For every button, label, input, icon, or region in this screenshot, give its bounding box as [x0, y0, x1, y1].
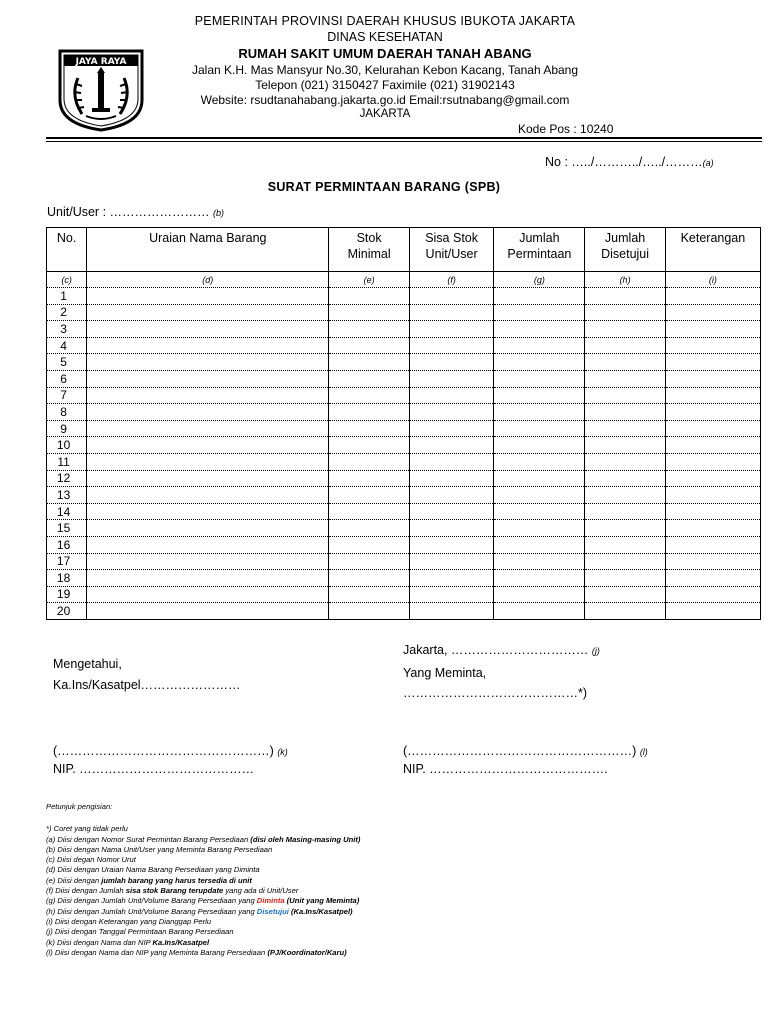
instruction-d: (d) Diisi dengan Uraian Nama Barang Persediaan yang Diminta — [46, 865, 260, 875]
table-cell[interactable] — [329, 321, 409, 338]
instruction-k: (k) Diisi dengan Nama dan NIP Ka.Ins/Kasatpel — [46, 937, 210, 947]
table-cell[interactable] — [409, 536, 494, 553]
instruction-a: (a) Diisi dengan Nomor Surat Permintan Barang Persediaan (disi oleh Masing-masing Unit) — [46, 834, 361, 844]
table-cell[interactable] — [329, 304, 409, 321]
table-code-row — [47, 272, 761, 288]
table-cell[interactable] — [665, 288, 760, 305]
table-cell[interactable] — [494, 603, 585, 620]
table-cell[interactable] — [329, 503, 409, 520]
col-header-requested-qty: Jumlah Permintaan — [494, 228, 585, 272]
table-cell[interactable] — [494, 437, 585, 454]
table-cell[interactable] — [494, 288, 585, 305]
table-cell[interactable] — [494, 503, 585, 520]
table-cell[interactable] — [494, 470, 585, 487]
row-number: 12 — [47, 470, 87, 487]
left-signature-code: (k) — [277, 747, 288, 757]
table-row — [47, 503, 761, 520]
place-date-label: Jakarta, …………………………… — [403, 643, 589, 657]
table-cell[interactable] — [665, 487, 760, 504]
table-cell[interactable] — [585, 288, 665, 305]
col-code: (c) — [47, 272, 87, 288]
header-government: PEMERINTAH PROVINSI DAERAH KHUSUS IBUKOTA JAKARTA — [194, 14, 576, 28]
instruction-b: (b) Diisi dengan Nama Unit/User yang Meminta Barang Persediaan — [46, 844, 273, 854]
table-row — [47, 370, 761, 387]
table-cell[interactable] — [585, 370, 665, 387]
table-cell[interactable] — [585, 586, 665, 603]
table-cell[interactable] — [87, 387, 329, 404]
col-header-approved-qty: Jumlah Disetujui — [585, 228, 665, 272]
table-cell[interactable] — [409, 420, 494, 437]
table-cell[interactable] — [87, 321, 329, 338]
table-row — [47, 487, 761, 504]
table-cell[interactable] — [87, 520, 329, 537]
document-title: SURAT PERMINTAAN BARANG (SPB) — [267, 180, 501, 194]
unit-user-label: Unit/User : …………………… — [47, 205, 210, 219]
table-cell[interactable] — [87, 370, 329, 387]
instruction-j: (j) Diisi dengan Tanggal Permintaan Barang Persediaan — [46, 927, 234, 937]
table-cell[interactable] — [409, 437, 494, 454]
table-cell[interactable] — [494, 553, 585, 570]
table-cell[interactable] — [585, 503, 665, 520]
table-cell[interactable] — [665, 553, 760, 570]
table-row — [47, 304, 761, 321]
filling-instructions — [46, 802, 746, 958]
table-cell[interactable] — [494, 420, 585, 437]
header-address: Jalan K.H. Mas Mansyur No.30, Kelurahan Kebon Kacang, Tanah Abang — [191, 63, 579, 77]
table-cell[interactable] — [665, 437, 760, 454]
table-cell[interactable] — [494, 304, 585, 321]
table-cell[interactable] — [665, 453, 760, 470]
header-city: JAKARTA — [359, 108, 411, 120]
instruction-f: (f) Diisi dengan Jumlah sisa stok Barang terupdate yang ada di Unit/User — [46, 886, 299, 896]
table-cell[interactable] — [329, 437, 409, 454]
table-cell[interactable] — [87, 404, 329, 421]
right-signature-name — [403, 744, 648, 758]
header-hospital-name: RUMAH SAKIT UMUM DAERAH TANAH ABANG — [238, 46, 532, 61]
row-number: 8 — [47, 404, 87, 421]
table-cell[interactable] — [665, 404, 760, 421]
table-row — [47, 520, 761, 537]
header-divider-thick — [46, 137, 762, 139]
table-cell[interactable] — [585, 570, 665, 587]
place-date-field — [403, 643, 600, 657]
table-cell[interactable] — [494, 536, 585, 553]
table-cell[interactable] — [329, 520, 409, 537]
table-cell[interactable] — [87, 304, 329, 321]
right-signature-code: (l) — [639, 747, 648, 757]
requested-highlight: Diminta — [256, 896, 285, 906]
document-number-code: (a) — [702, 158, 714, 168]
table-cell[interactable] — [409, 586, 494, 603]
instruction-e: (e) Diisi dengan jumlah barang yang harus tersedia di unit — [46, 875, 252, 885]
instruction-g: (g) Diisi dengan Jumlah Unit/Volume Barang Persediaan yang Diminta (Unit yang Meminta) — [46, 896, 360, 906]
table-cell[interactable] — [585, 321, 665, 338]
col-code: (h) — [585, 272, 665, 288]
header-divider-thin — [46, 141, 762, 142]
header-postal-code: Kode Pos : 10240 — [518, 122, 614, 136]
table-row — [47, 470, 761, 487]
table-cell[interactable] — [87, 470, 329, 487]
row-number: 18 — [47, 570, 87, 587]
table-cell[interactable] — [409, 337, 494, 354]
table-cell[interactable] — [329, 487, 409, 504]
table-row — [47, 354, 761, 371]
table-row — [47, 420, 761, 437]
right-signature-nip: NIP. ……………………………………. — [403, 762, 608, 776]
request-items-table — [46, 227, 761, 620]
table-cell[interactable] — [585, 337, 665, 354]
row-number: 20 — [47, 603, 87, 620]
jaya-raya-logo — [56, 48, 146, 132]
table-cell[interactable] — [329, 420, 409, 437]
table-cell[interactable] — [665, 470, 760, 487]
document-number-label: No : …../………../…../……… — [545, 155, 703, 169]
col-header-remarks: Keterangan — [665, 228, 760, 272]
table-row — [47, 553, 761, 570]
table-row — [47, 437, 761, 454]
table-cell[interactable] — [409, 387, 494, 404]
row-number: 15 — [47, 520, 87, 537]
table-cell[interactable] — [585, 520, 665, 537]
table-cell[interactable] — [665, 503, 760, 520]
table-cell[interactable] — [87, 553, 329, 570]
table-cell[interactable] — [585, 603, 665, 620]
table-cell[interactable] — [329, 453, 409, 470]
row-number: 13 — [47, 487, 87, 504]
row-number: 19 — [47, 586, 87, 603]
table-cell[interactable] — [409, 304, 494, 321]
table-cell[interactable] — [585, 536, 665, 553]
table-row — [47, 321, 761, 338]
table-cell[interactable] — [329, 370, 409, 387]
table-cell[interactable] — [494, 487, 585, 504]
table-cell[interactable] — [329, 470, 409, 487]
table-cell[interactable] — [329, 536, 409, 553]
table-cell[interactable] — [585, 420, 665, 437]
table-cell[interactable] — [329, 570, 409, 587]
table-cell[interactable] — [585, 387, 665, 404]
row-number: 5 — [47, 354, 87, 371]
table-cell[interactable] — [665, 536, 760, 553]
unit-user-code: (b) — [213, 208, 224, 218]
instructions-title: Petunjuk pengisian: — [46, 802, 113, 811]
col-code: (d) — [87, 272, 329, 288]
table-cell[interactable] — [409, 288, 494, 305]
right-signature-name-line: (………………………………………………) — [403, 744, 637, 758]
table-cell[interactable] — [665, 603, 760, 620]
table-cell[interactable] — [87, 503, 329, 520]
col-header-min-stock: Stok Minimal — [329, 228, 409, 272]
table-row — [47, 586, 761, 603]
table-cell[interactable] — [409, 354, 494, 371]
row-number: 11 — [47, 453, 87, 470]
col-header-item-name: Uraian Nama Barang — [87, 228, 329, 272]
table-cell[interactable] — [329, 603, 409, 620]
table-cell[interactable] — [665, 586, 760, 603]
table-cell[interactable] — [494, 337, 585, 354]
table-row — [47, 570, 761, 587]
table-cell[interactable] — [585, 470, 665, 487]
left-signature-name-line: (……………………………………………) — [53, 744, 274, 758]
row-number: 1 — [47, 288, 87, 305]
table-cell[interactable] — [665, 420, 760, 437]
table-cell[interactable] — [409, 404, 494, 421]
table-cell[interactable] — [585, 487, 665, 504]
row-number: 10 — [47, 437, 87, 454]
table-cell[interactable] — [665, 370, 760, 387]
col-code: (g) — [494, 272, 585, 288]
table-cell[interactable] — [87, 570, 329, 587]
col-header-no: No. — [47, 228, 87, 272]
table-cell[interactable] — [87, 354, 329, 371]
table-cell[interactable] — [494, 370, 585, 387]
table-cell[interactable] — [409, 603, 494, 620]
table-cell[interactable] — [329, 553, 409, 570]
table-row — [47, 453, 761, 470]
table-cell[interactable] — [665, 304, 760, 321]
table-cell[interactable] — [329, 586, 409, 603]
table-row — [47, 404, 761, 421]
instruction-h: (h) Diisi dengan Jumlah Unit/Volume Barang Persediaan yang Disetujui (Ka.Ins/Kasatpel) — [46, 906, 353, 916]
row-number: 2 — [47, 304, 87, 321]
left-signature-name — [53, 744, 288, 758]
table-cell[interactable] — [585, 304, 665, 321]
table-body — [47, 288, 761, 620]
table-cell[interactable] — [409, 553, 494, 570]
row-number: 16 — [47, 536, 87, 553]
document-number-field — [545, 155, 714, 169]
table-cell[interactable] — [87, 420, 329, 437]
left-signature-nip: NIP. …………………………………… — [53, 762, 255, 776]
header-website-email: Website: rsudtanahabang.jakarta.go.id Email:rsutnabang@gmail.com — [200, 93, 570, 107]
table-cell[interactable] — [585, 453, 665, 470]
table-cell[interactable] — [494, 570, 585, 587]
head-of-unit-label: Ka.Ins/Kasatpel…………………… — [53, 678, 241, 692]
col-code: (f) — [409, 272, 494, 288]
table-cell[interactable] — [409, 370, 494, 387]
table-cell[interactable] — [329, 354, 409, 371]
table-cell[interactable] — [494, 520, 585, 537]
table-cell[interactable] — [87, 586, 329, 603]
table-row — [47, 387, 761, 404]
table-cell[interactable] — [494, 387, 585, 404]
instruction-star: *) Coret yang tidak perlu — [46, 824, 128, 834]
table-cell[interactable] — [494, 453, 585, 470]
row-number: 3 — [47, 321, 87, 338]
table-cell[interactable] — [409, 321, 494, 338]
table-cell[interactable] — [494, 354, 585, 371]
table-cell[interactable] — [87, 603, 329, 620]
col-code: (i) — [665, 272, 760, 288]
row-number: 17 — [47, 553, 87, 570]
table-cell[interactable] — [87, 453, 329, 470]
row-number: 14 — [47, 503, 87, 520]
table-cell[interactable] — [329, 337, 409, 354]
table-cell[interactable] — [329, 387, 409, 404]
requester-label: Yang Meminta, — [403, 666, 487, 680]
table-cell[interactable] — [665, 387, 760, 404]
instruction-i: (i) Diisi dengan Keterangan yang Dianggap Perlu — [46, 916, 212, 926]
instruction-l: (l) Diisi dengan Nama dan NIP yang Meminta Barang Persediaan (PJ/Koordinator/Karu) — [46, 947, 347, 957]
instruction-c: (c) Diisi degan Nomor Urut — [46, 855, 136, 865]
table-cell[interactable] — [494, 586, 585, 603]
header-department: DINAS KESEHATAN — [327, 30, 443, 44]
table-cell[interactable] — [665, 570, 760, 587]
table-cell[interactable] — [87, 337, 329, 354]
table-cell[interactable] — [409, 570, 494, 587]
table-cell[interactable] — [665, 321, 760, 338]
acknowledged-label: Mengetahui, — [53, 657, 122, 671]
table-cell[interactable] — [87, 288, 329, 305]
table-cell[interactable] — [665, 354, 760, 371]
table-cell[interactable] — [585, 404, 665, 421]
approved-highlight: Disetujui — [256, 906, 289, 916]
table-cell[interactable] — [409, 453, 494, 470]
table-cell[interactable] — [585, 553, 665, 570]
table-cell[interactable] — [409, 470, 494, 487]
table-row — [47, 603, 761, 620]
table-cell[interactable] — [87, 437, 329, 454]
table-cell[interactable] — [409, 520, 494, 537]
table-cell[interactable] — [494, 404, 585, 421]
table-header-row — [47, 228, 761, 272]
table-cell[interactable] — [329, 404, 409, 421]
table-row — [47, 536, 761, 553]
table-cell[interactable] — [409, 503, 494, 520]
place-date-code: (j) — [591, 646, 600, 656]
table-cell[interactable] — [665, 520, 760, 537]
table-cell[interactable] — [87, 487, 329, 504]
table-cell[interactable] — [87, 536, 329, 553]
col-header-remaining-stock: Sisa Stok Unit/User — [409, 228, 494, 272]
row-number: 9 — [47, 420, 87, 437]
row-number: 6 — [47, 370, 87, 387]
svg-text:JAYA RAYA: JAYA RAYA — [75, 57, 127, 67]
table-cell[interactable] — [329, 288, 409, 305]
table-cell[interactable] — [585, 437, 665, 454]
row-number: 4 — [47, 337, 87, 354]
header-phone: Telepon (021) 3150427 Faximile (021) 31902143 — [255, 78, 515, 92]
table-cell[interactable] — [585, 354, 665, 371]
unit-user-field — [47, 205, 224, 219]
table-cell[interactable] — [665, 337, 760, 354]
table-row — [47, 337, 761, 354]
table-cell[interactable] — [494, 321, 585, 338]
col-code: (e) — [329, 272, 409, 288]
requester-title-line: ……………………………………*) — [403, 686, 588, 700]
row-number: 7 — [47, 387, 87, 404]
table-cell[interactable] — [409, 487, 494, 504]
table-row — [47, 288, 761, 305]
